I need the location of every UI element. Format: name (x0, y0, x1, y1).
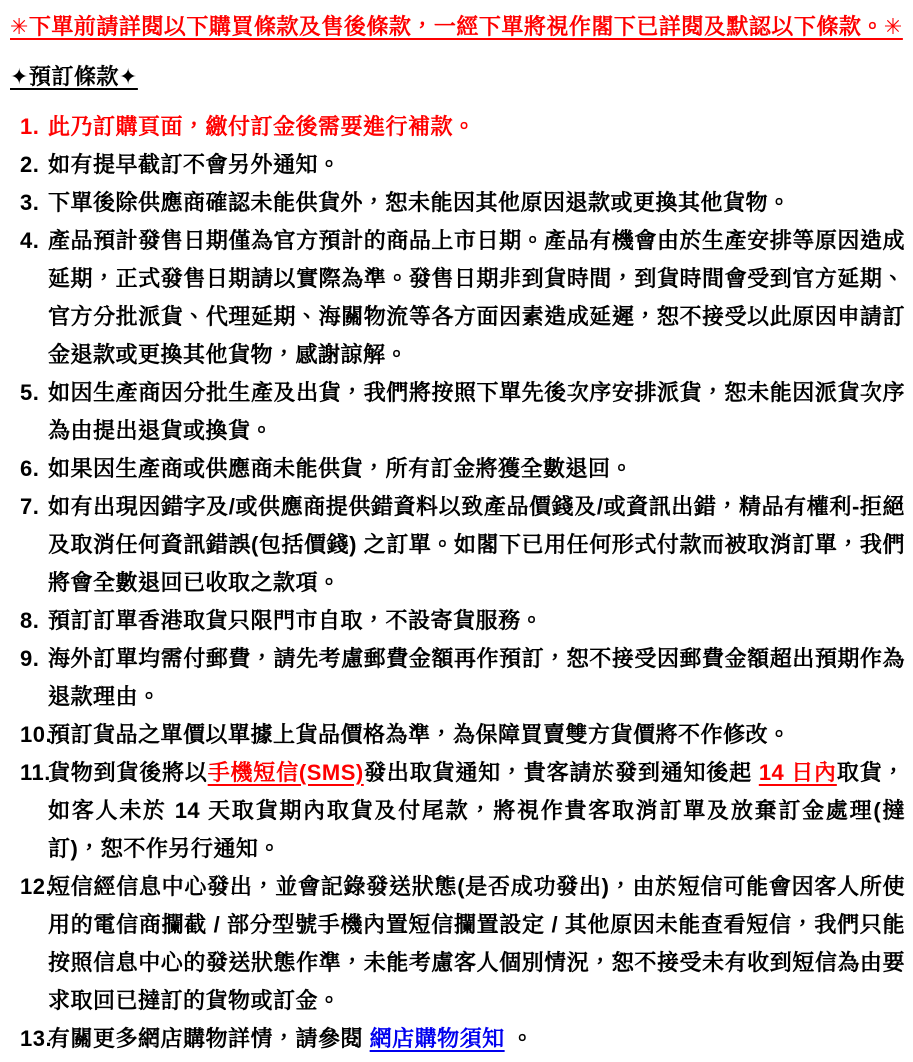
term-item-6 (10, 450, 905, 488)
term-text: 貨物到貨後將以 (48, 760, 208, 785)
term-number: 10. (20, 722, 53, 747)
term-number: 2. (20, 152, 40, 177)
term-item-7 (10, 488, 905, 602)
term-item-3 (10, 184, 905, 222)
term-text: 預訂訂單香港取貨只限門市自取，不設寄貨服務。 (48, 608, 544, 633)
term-text: 取貨，如客人未於 14 天取貨期內取貨及付尾款，將視作貴客取消訂單及放棄訂金處理(撻訂)，恕不作另行通知。 (48, 760, 905, 861)
pickup-deadline-highlight: 14 日內 (758, 760, 837, 785)
term-text: 產品預計發售日期僅為官方預計的商品上市日期。產品有機會由於生產安排等原因造成延期，正式發售日期請以實際為準。發售日期非到貨時間，到貨時間會受到官方延期、官方分批派貨、代理延期、海關物流等各方面因素造成延遲，恕不接受以此原因申請訂金退款或更換其他貨物，感謝諒解。 (48, 228, 905, 367)
term-text: 短信經信息中心發出，並會記錄發送狀態(是否成功發出)，由於短信可能會因客人所使用的電信商攔截 / 部分型號手機內置短信攔置設定 / 其他原因未能查看短信，我們只能按照信息中心的發送狀態作準，未能考慮客人個別情況，恕不接受未有收到短信為由要求取回已撻訂的貨物或訂金。 (48, 874, 905, 1013)
term-number: 5. (20, 380, 40, 405)
term-number: 6. (20, 456, 40, 481)
term-text: 此乃訂購頁面，繳付訂金後需要進行補款。 (48, 114, 476, 139)
term-item-9 (10, 640, 905, 716)
term-text: 發出取貨通知，貴客請於發到通知後起 (363, 760, 759, 785)
term-item-4 (10, 222, 905, 374)
term-item-11 (10, 754, 905, 868)
term-text: 如有提早截訂不會另外通知。 (48, 152, 341, 177)
term-item-1 (10, 108, 905, 146)
store-shopping-notice-link[interactable]: 網店購物須知 (369, 1026, 505, 1051)
term-text: 預訂貨品之單價以單據上貨品價格為準，為保障買賣雙方貨價將不作修改。 (48, 722, 791, 747)
term-item-10 (10, 716, 905, 754)
term-number: 8. (20, 608, 40, 633)
preorder-terms-section-title: ✦預訂條款✦ (10, 64, 138, 89)
term-text: 如有出現因錯字及/或供應商提供錯資料以致產品價錢及/或資訊出錯，精品有權利-拒絕及取消任何資訊錯誤(包括價錢) 之訂單。如閣下已用任何形式付款而被取消訂單，我們將會全數退回已收取之款項。 (48, 494, 905, 595)
term-text: 下單後除供應商確認未能供貨外，恕未能因其他原因退款或更換其他貨物。 (48, 190, 791, 215)
term-item-5 (10, 374, 905, 450)
term-number: 3. (20, 190, 40, 215)
term-item-12 (10, 868, 905, 1020)
term-number: 12. (20, 874, 53, 899)
term-text: 。 (504, 1026, 534, 1051)
term-text: 如果因生產商或供應商未能供貨，所有訂金將獲全數退回。 (48, 456, 634, 481)
term-item-8 (10, 602, 905, 640)
term-text: 海外訂單均需付郵費，請先考慮郵費金額再作預訂，恕不接受因郵費金額超出預期作為退款理由。 (48, 646, 905, 709)
term-number: 7. (20, 494, 40, 519)
term-item-2 (10, 146, 905, 184)
term-number: 4. (20, 228, 40, 253)
term-number: 11. (20, 760, 51, 785)
sms-pickup-notice-highlight: 手機短信(SMS) (207, 760, 364, 785)
purchase-terms-warning-header: ✳下單前請詳閱以下購買條款及售後條款，一經下單將視作閣下已詳閱及默認以下條款。✳ (10, 14, 903, 39)
term-number: 13. (20, 1026, 53, 1051)
term-item-13 (10, 1020, 905, 1058)
term-number: 1. (20, 114, 40, 139)
terms-list (10, 108, 905, 1058)
term-text: 有關更多網店購物詳情，請參閱 (48, 1026, 370, 1051)
term-text: 如因生產商因分批生產及出貨，我們將按照下單先後次序安排派貨，恕未能因派貨次序為由提出退貨或換貨。 (48, 380, 905, 443)
term-number: 9. (20, 646, 40, 671)
